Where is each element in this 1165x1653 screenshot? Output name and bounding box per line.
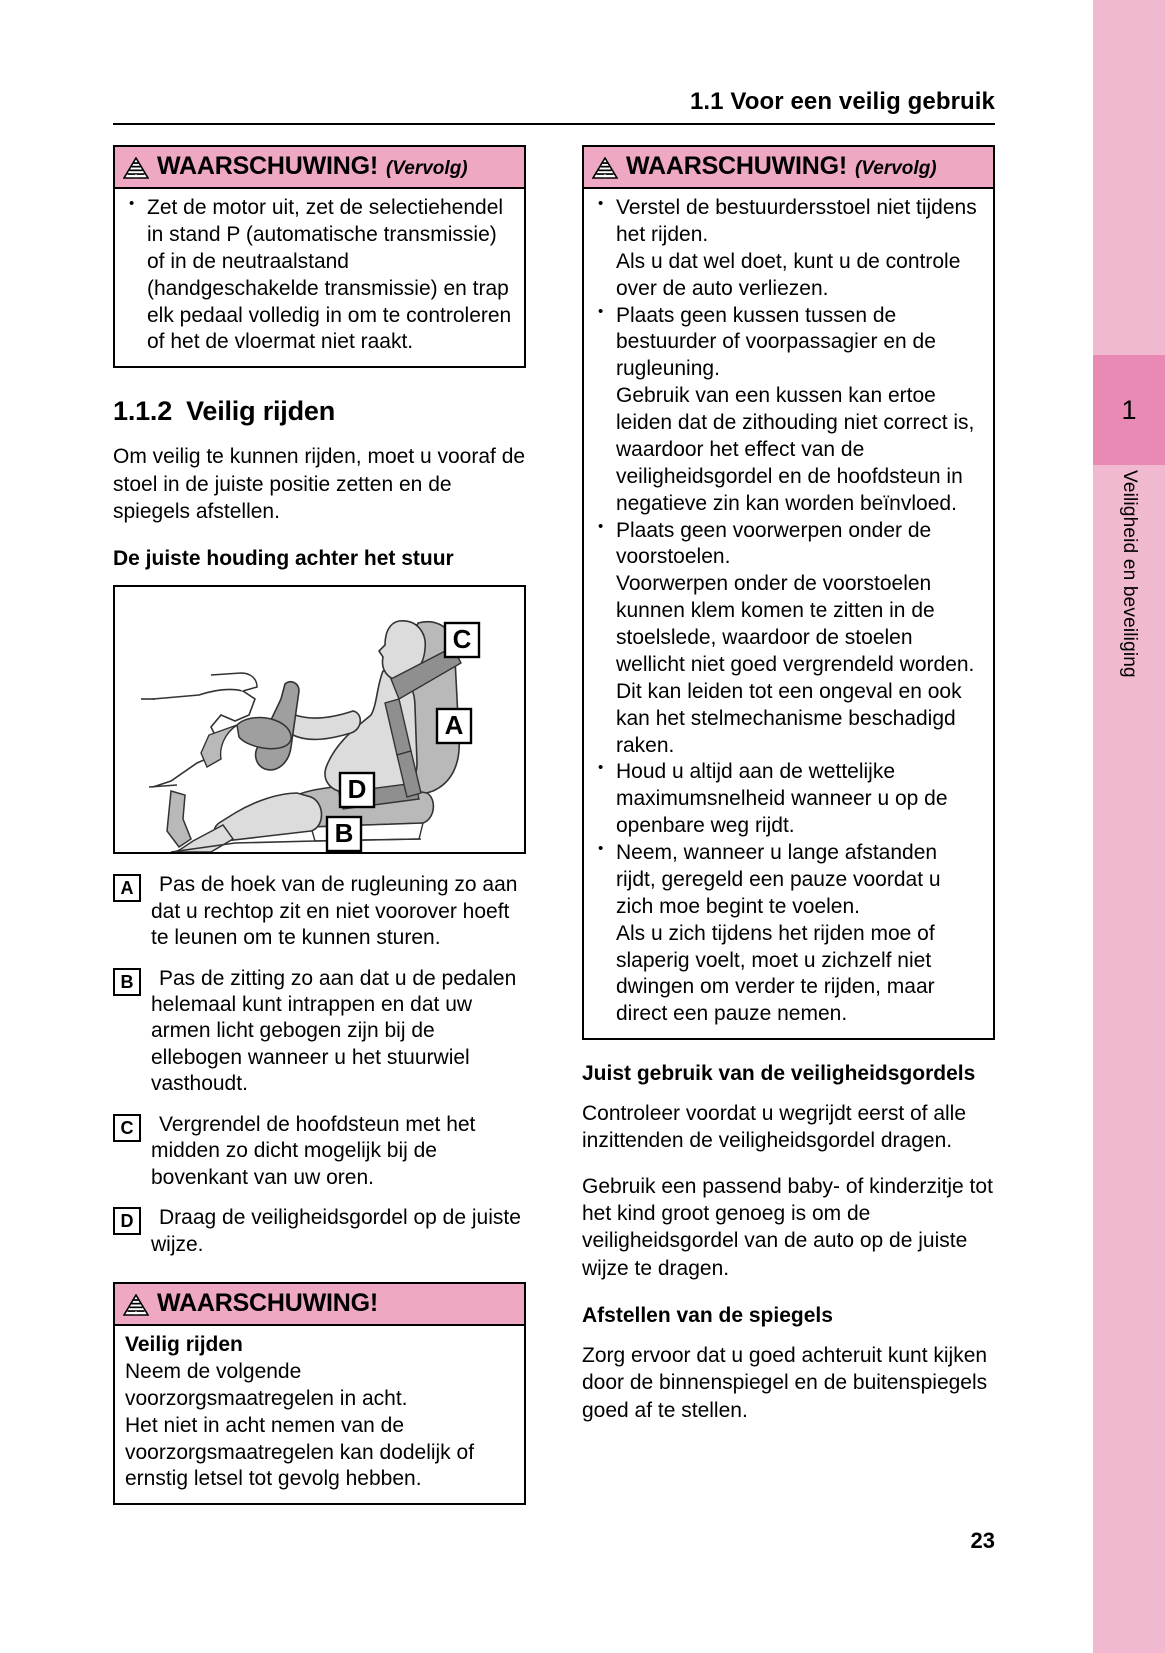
warning-bullet: • Plaats geen voorwerpen onder de voorstoelen. [594, 518, 981, 572]
warning-bullet-list [594, 303, 981, 384]
warning-box-continued-right [582, 145, 995, 1040]
warning-bullet-list [125, 195, 512, 356]
warning-box-continued-left [113, 145, 526, 368]
figure-label-b [327, 817, 361, 851]
section-intro-paragraph: Om veilig te kunnen rijden, moet u vooraf de stoel in de juiste positie zetten en de spiegels afstellen. [113, 445, 526, 523]
section-heading [113, 396, 526, 427]
section-number: 1.1.2 [113, 396, 173, 427]
callout-text-b: Pas de zitting zo aan dat u de pedalen helemaal kunt intrappen en dat uw armen licht gebogen zijn bij de ellebogen wanneer u het stuurwiel vasthoudt. [151, 966, 517, 1096]
driving-posture-figure-svg [115, 587, 524, 852]
section-title: Veilig rijden [186, 396, 336, 427]
warning-bullet: • Neem, wanneer u lange afstanden rijdt, geregeld een pauze voordat u zich moe begint te voelen. [594, 840, 981, 921]
warning-note: Gebruik van een kussen kan ertoe leiden dat de zithouding niet correct is, waardoor het effect van de veiligheidsgordel en de hoofdsteun in negatieve zin kan worden beïnvloed. [616, 384, 975, 515]
warning-paragraph: Neem de volgende voorzorgsmaatregelen in acht. [125, 1359, 408, 1410]
figure-label-c [445, 623, 479, 657]
warning-bullet: • Verstel de bestuurdersstoel niet tijdens het rijden. [594, 195, 981, 249]
body-paragraph: Zorg ervoor dat u goed achteruit kunt kijken door de binnenspiegel en de buitenspiegels goed af te stellen. [582, 1343, 988, 1422]
list-item [113, 1112, 526, 1191]
warning-header [115, 147, 524, 189]
warning-header [584, 147, 993, 189]
warning-bullet-list [594, 518, 981, 572]
page-number: 23 [970, 1528, 995, 1553]
warning-body [584, 189, 993, 1038]
body-paragraph: Gebruik een passend baby- of kinderzitje tot het kind groot genoeg is om de veiligheidsgordel van de auto op de juiste wijze te dragen. [582, 1174, 993, 1280]
warning-bullet-list [594, 195, 981, 249]
svg-text:C: C [452, 624, 472, 655]
callout-key-b: B [113, 968, 141, 996]
warning-header [115, 1284, 524, 1326]
warning-bullet-list [594, 840, 981, 921]
callout-key-c: C [113, 1114, 141, 1142]
warning-continued-label: (Vervolg) [385, 158, 468, 179]
header-rule [113, 123, 995, 125]
chapter-number-badge [1093, 355, 1165, 465]
subsection-heading-mirrors: Afstellen van de spiegels [582, 1303, 833, 1327]
warning-body [115, 189, 524, 366]
warning-bullet: • Zet de motor uit, zet de selectiehendel in stand P (automatische transmissie) of in de neutraalstand (handgeschakelde transmissie) en trap elk pedaal volledig in om te controleren of het de vloermat niet raakt. [125, 195, 512, 356]
warning-title: WAARSCHUWING! [157, 152, 378, 180]
warning-paragraph: Het niet in acht nemen van de voorzorgsmaatregelen kan dodelijk of ernstig letsel tot gevolg hebben. [125, 1413, 475, 1491]
warning-note: Als u zich tijdens het rijden moe of slaperig voelt, moet u zichzelf niet dwingen om verder te rijden, maar direct een pauze nemen. [616, 921, 935, 1026]
warning-bullet-list [594, 759, 981, 840]
svg-text:D: D [347, 774, 367, 805]
callout-text-a: Pas de hoek van de rugleuning zo aan dat u rechtop zit en niet voorover hoeft te leunen om te kunnen sturen. [151, 873, 518, 950]
chapter-title-vertical [1093, 470, 1165, 800]
warning-note: Als u dat wel doet, kunt u de controle over de auto verliezen. [616, 249, 961, 300]
body-paragraph: Controleer voordat u wegrijdt eerst of alle inzittenden de veiligheidsgordel dragen. [582, 1102, 967, 1153]
subsection-heading-seatbelts: Juist gebruik van de veiligheidsgordels [582, 1062, 976, 1086]
svg-text:B: B [334, 818, 354, 849]
svg-text:A: A [444, 710, 464, 741]
callout-text-d: Draag de veiligheidsgordel op de juiste wijze. [151, 1206, 521, 1256]
chapter-number: 1 [1121, 394, 1137, 425]
chapter-title-text: Veiligheid en beveiliging [1119, 470, 1140, 678]
left-column [113, 145, 526, 1505]
list-item [113, 1205, 526, 1258]
warning-title: WAARSCHUWING! [626, 152, 847, 180]
warning-note: Voorwerpen onder de voorstoelen kunnen klem komen te zitten in de stoelslede, waardoor de stoelen wellicht niet goed vergrendeld worden. Dit kan leiden tot een ongeval en ook kan het stelmechanisme beschadigd raken. [616, 572, 975, 757]
warning-box-safe-driving [113, 1282, 526, 1505]
warning-triangle-icon [123, 1294, 149, 1316]
list-item [113, 966, 526, 1098]
warning-bullet: • Houd u altijd aan de wettelijke maximumsnelheid wanneer u op de openbare weg rijdt. [594, 759, 981, 840]
callout-key-a: A [113, 874, 141, 902]
figure-callout-list [113, 872, 526, 1258]
chapter-thumb-tab [1093, 0, 1165, 1653]
callout-text-c: Vergrendel de hoofdsteun met het midden zo dicht mogelijk bij de bovenkant van uw oren. [151, 1112, 476, 1189]
warning-subtitle: Veilig rijden [125, 1333, 243, 1357]
figure-label-a [437, 709, 471, 743]
warning-continued-label: (Vervolg) [854, 158, 937, 179]
subsection-heading-posture: De juiste houding achter het stuur [113, 547, 454, 571]
warning-bullet: • Plaats geen kussen tussen de bestuurder of voorpassagier en de rugleuning. [594, 303, 981, 384]
warning-triangle-icon [592, 157, 618, 179]
warning-title: WAARSCHUWING! [157, 1289, 378, 1318]
figure-label-d [340, 773, 374, 807]
running-head: 1.1 Voor een veilig gebruik [689, 88, 995, 115]
right-column [582, 145, 995, 1442]
callout-key-d: D [113, 1207, 141, 1235]
list-item [113, 872, 526, 951]
warning-body [115, 1326, 524, 1503]
correct-driving-posture-illustration [113, 585, 526, 854]
warning-triangle-icon [123, 157, 149, 179]
